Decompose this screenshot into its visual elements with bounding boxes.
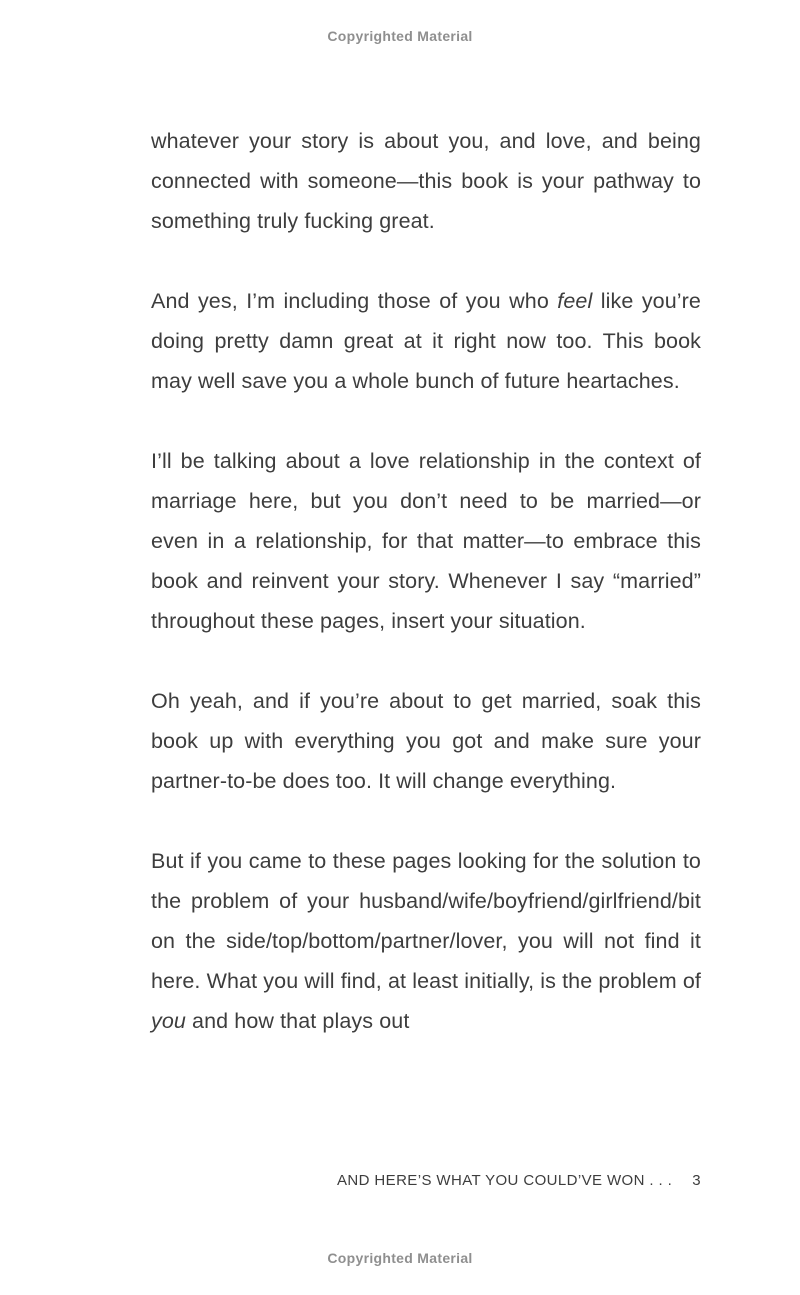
paragraph [151, 281, 701, 401]
paragraph [151, 841, 701, 1041]
copyright-notice-bottom: Copyrighted Material [327, 1250, 473, 1266]
running-footer [337, 1172, 701, 1189]
text-run: like you’re doing pretty damn great at it right now too. This book may well save you a whole bunch of future heartaches. [151, 289, 701, 393]
text-run: and how that plays out [185, 1009, 410, 1033]
running-head: AND HERE’S WHAT YOU COULD’VE WON . . . [337, 1172, 673, 1189]
text-run: But if you came to these pages looking for the solution to the problem of your husband/wife/boyfriend/girlfriend/bit on the side/top/bottom/partner/lover, you will not find it here. What you will find, at least initially, is the problem of [151, 849, 701, 993]
text-run: And yes, I’m including those of you who [151, 289, 558, 313]
italic-text-run: feel [557, 289, 593, 313]
text-run: whatever your story is about you, and love, and being connected with someone—this book is your pathway to something truly fucking great. [151, 129, 701, 233]
paragraph [151, 121, 701, 241]
italic-text-run: you [151, 1009, 186, 1033]
paragraph [151, 681, 701, 801]
page-number: 3 [692, 1172, 701, 1189]
text-run: I’ll be talking about a love relationship in the context of marriage here, but you don’t need to be married—or even in a relationship, for that matter—to embrace this book and reinvent your story. Whenever I say “married” throughout these pages, insert your situation. [151, 449, 701, 633]
copyright-notice-top: Copyrighted Material [327, 28, 473, 44]
page-body-text [151, 121, 701, 1041]
text-run: Oh yeah, and if you’re about to get married, soak this book up with everything you got and make sure your partner-to-be does too. It will change everything. [151, 689, 701, 793]
paragraph [151, 441, 701, 641]
